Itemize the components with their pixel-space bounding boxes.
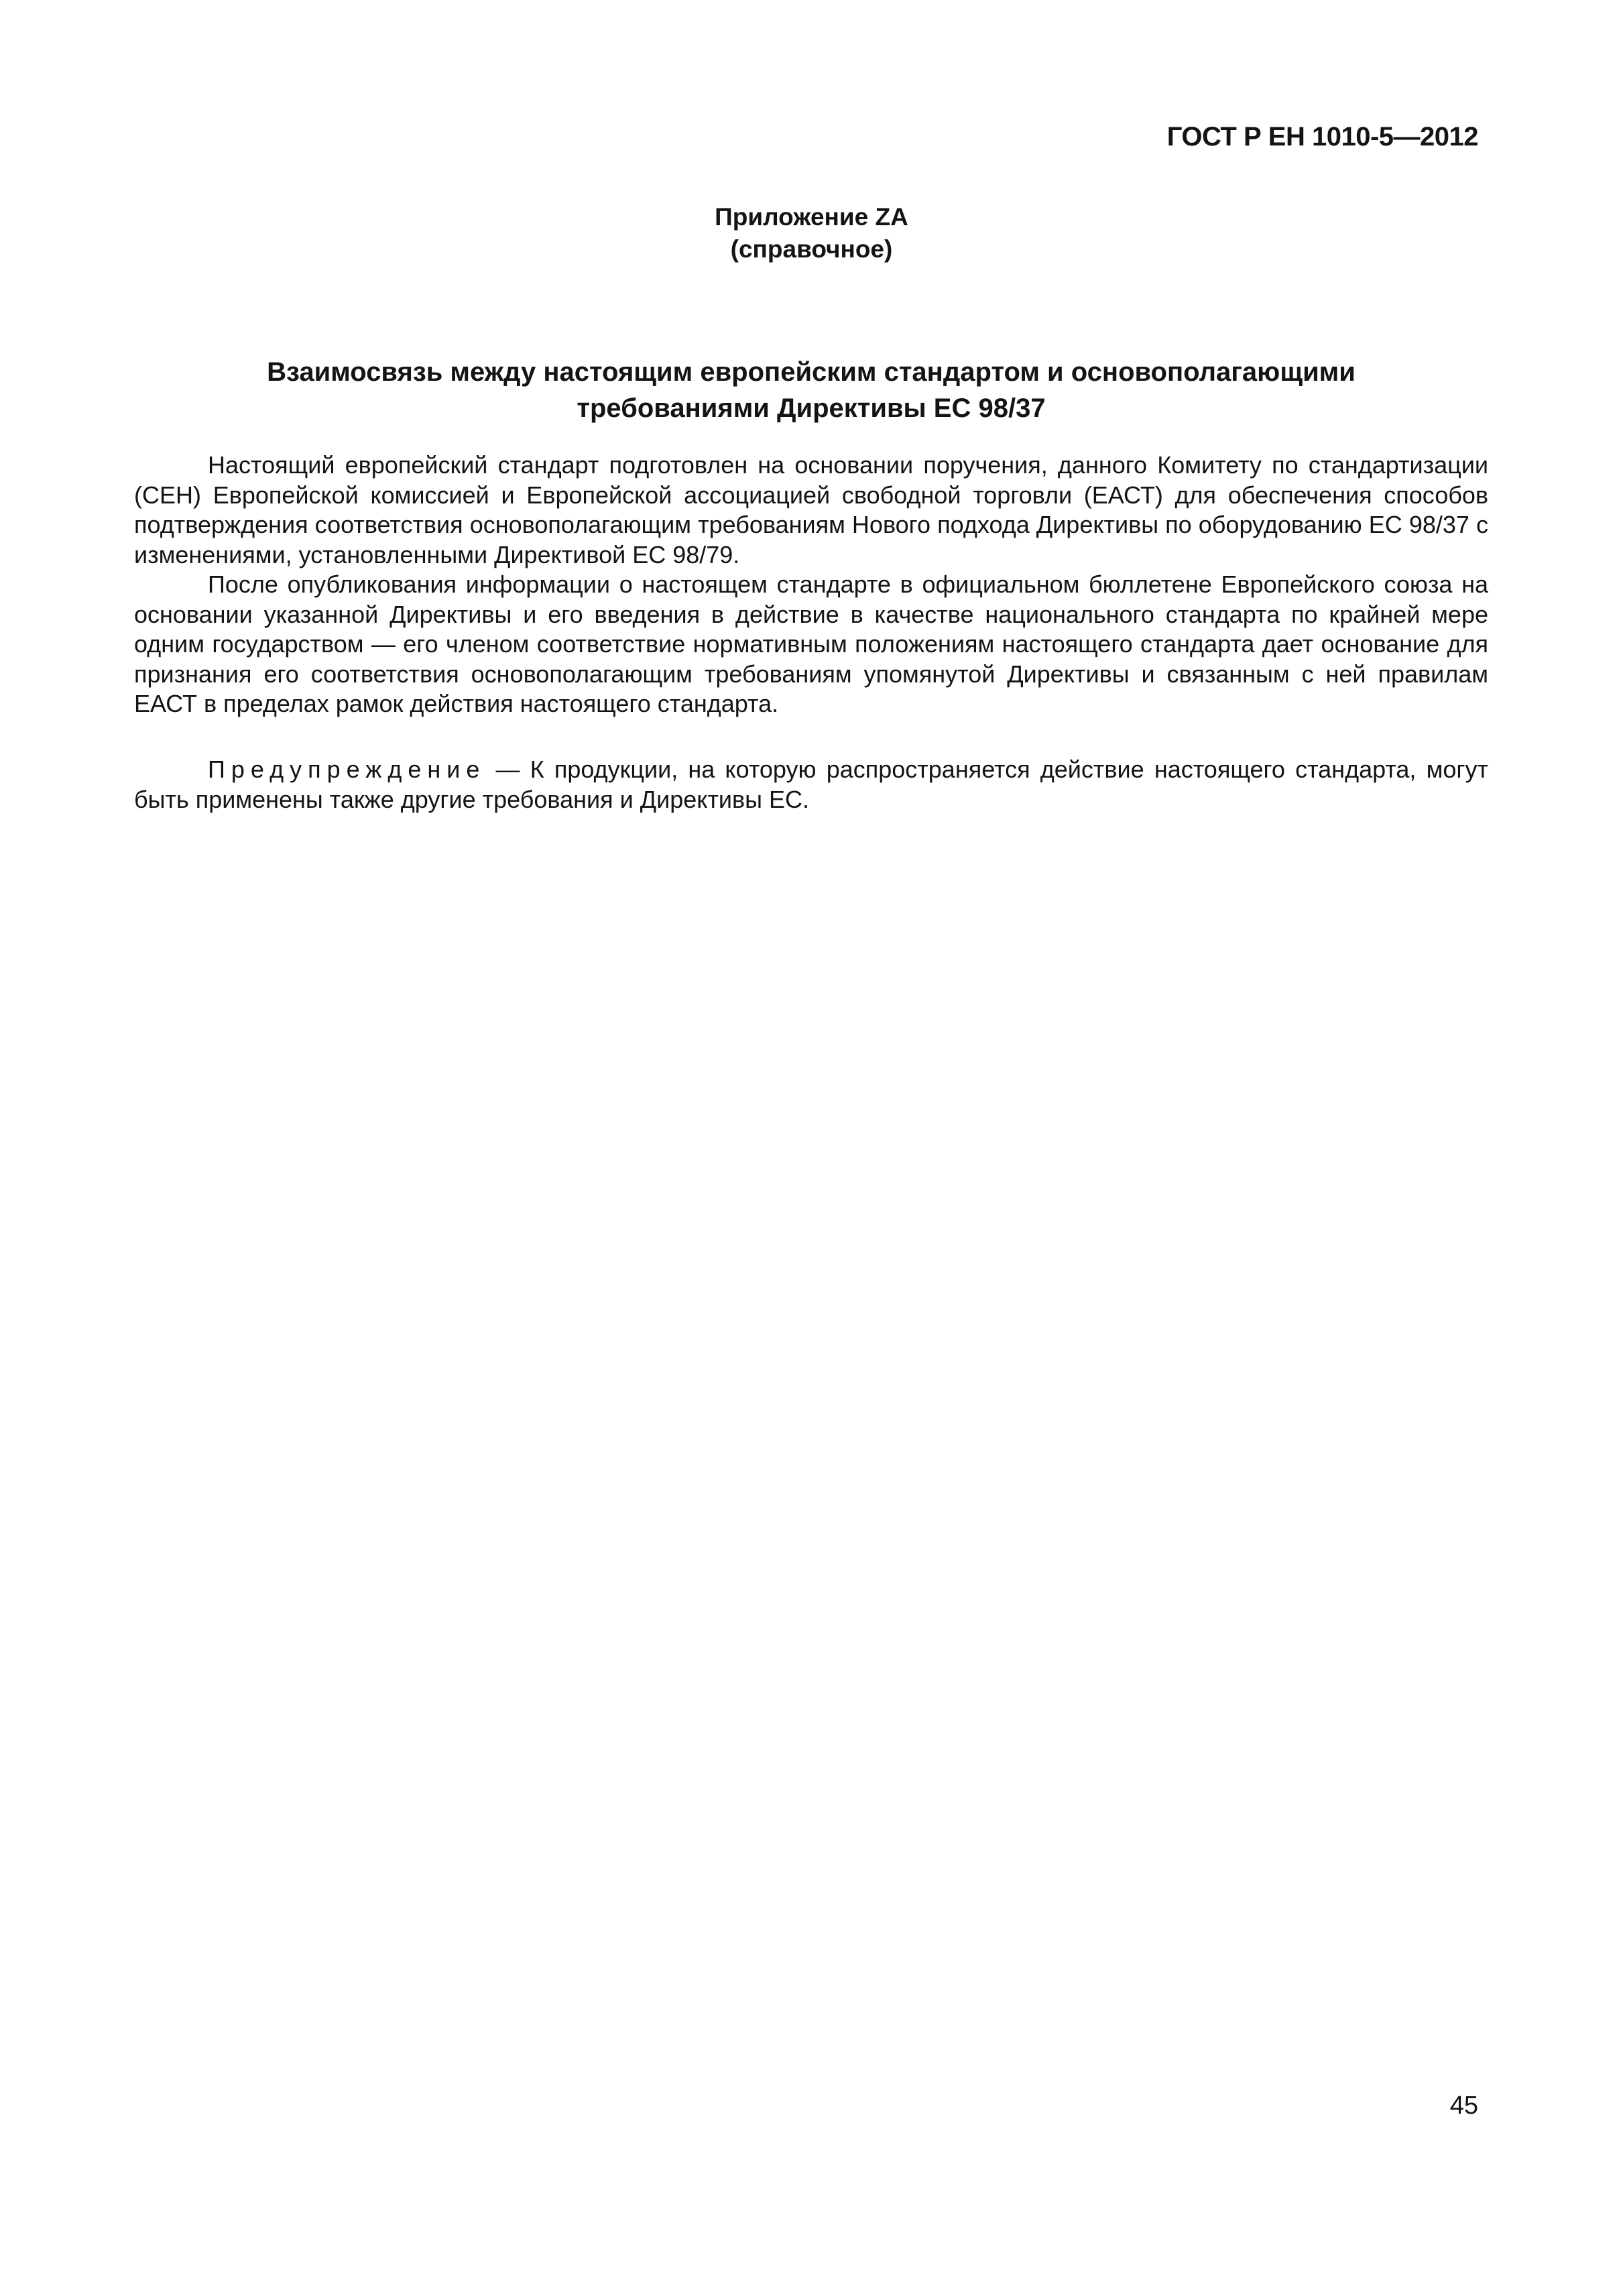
warning-text: — К продукции, на которую распространяется действие настоящего стандарта, могут быть применены также другие требования и Директивы ЕС.: [134, 756, 1488, 813]
paragraph-mandate: Настоящий европейский стандарт подготовлен на основании поручения, данного Комитету по стандартизации (СЕН) Европейской комиссией и Европейской ассоциацией свободной торговли (ЕАСТ) для обеспечения способов подтверждения соответствия основополагающим требованиям Нового подхода Директивы по оборудованию ЕС 98/37 с изменениями, установленными Директивой ЕС 98/79.: [134, 451, 1488, 568]
section-title-line-2: требованиями Директивы ЕС 98/37: [577, 394, 1046, 423]
warning-note: [134, 755, 1488, 814]
page-number: 45: [1449, 2092, 1478, 2120]
section-title: [134, 354, 1488, 426]
paragraph-publication: После опубликования информации о настоящем стандарте в официальном бюллетене Европейского союза на основании указанной Директивы и его введения в действие в качестве национального стандарта по крайней мере одним государством — его членом соответствие нормативным положениям настоящего стандарта дает основание для признания его соответствия основополагающим требованиям упомянутой Директивы и связанным с ней правилам ЕАСТ в пределах рамок действия настоящего стандарта.: [134, 570, 1488, 717]
annex-label: Приложение ZA: [715, 203, 908, 231]
annex-heading: [0, 201, 1623, 265]
warning-label: Предупреждение: [208, 756, 486, 783]
body-text: [134, 450, 1488, 719]
annex-type: (справочное): [730, 235, 893, 263]
section-title-line-1: Взаимосвязь между настоящим европейским стандартом и основополагающими: [267, 357, 1356, 387]
document-code: ГОСТ Р ЕН 1010-5—2012: [1166, 122, 1478, 152]
